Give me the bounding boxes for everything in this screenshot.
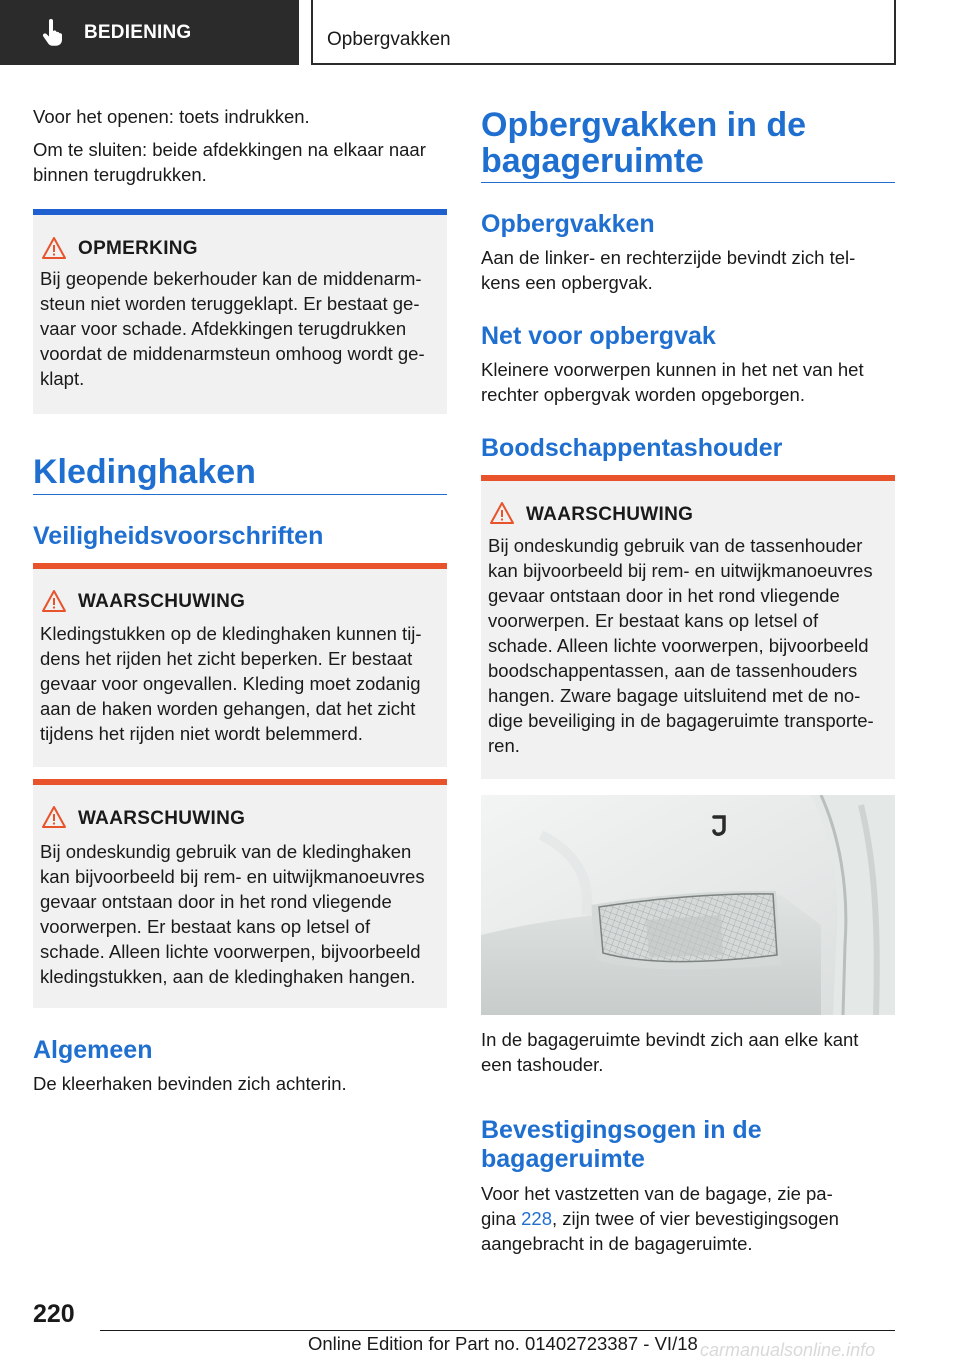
heading-rule xyxy=(33,494,447,495)
warning-bar xyxy=(481,475,895,481)
net-text-2: rechter opbergvak worden opgeborgen. xyxy=(481,384,805,405)
note-line: steun niet worden teruggeklapt. Er bestaat ge- xyxy=(40,293,420,314)
note-line: voordat de middenarmsteun omhoog wordt ge- xyxy=(40,343,425,364)
warning-line: Kledingstukken op de kledinghaken kunnen tij- xyxy=(40,623,422,644)
heading-opbergvakken: Opbergvakken xyxy=(481,210,655,238)
heading-bevestigingsogen-2: bagageruimte xyxy=(481,1145,645,1173)
warning-line: boodschappentassen, aan de tassenhouders xyxy=(488,660,858,681)
warning-line: schade. Alleen lichte voorwerpen, bijvoorbeeld xyxy=(488,635,869,656)
bevestigingsogen-text-2 xyxy=(481,1206,839,1232)
opbergvakken-text-2: kens een opbergvak. xyxy=(481,272,653,293)
note-line: klapt. xyxy=(40,368,85,389)
warning-bar xyxy=(33,779,447,785)
warning-line: dige beveiliging in de bagageruimte transporte- xyxy=(488,710,874,731)
warning-box-2 xyxy=(33,779,447,1008)
warning-bar xyxy=(33,563,447,569)
footer-rule xyxy=(100,1330,895,1331)
heading-boodschappentashouder: Boodschappentashouder xyxy=(481,434,783,462)
section-label: BEDIENING xyxy=(84,21,192,43)
warning-line: Bij ondeskundig gebruik van de tassenhouder xyxy=(488,535,863,556)
warning-triangle-icon xyxy=(41,589,67,613)
warning-line: gevaar ontstaan door in het rond vliegende xyxy=(488,585,840,606)
warning-line: gevaar voor ongevallen. Kleding moet zodanig xyxy=(40,673,421,694)
warning-line: kledingstukken, aan de kledinghaken hangen. xyxy=(40,966,416,987)
watermark: carmanualsonline.info xyxy=(700,1340,876,1360)
warning-title: WAARSCHUWING xyxy=(78,591,246,612)
warning-line: voorwerpen. Er bestaat kans op letsel of xyxy=(40,916,371,937)
bevestigingsogen-text-1: Voor het vastzetten van de bagage, zie pa- xyxy=(481,1183,833,1204)
warning-triangle-icon xyxy=(41,236,67,260)
edition-text: Online Edition for Part no. 01402723387 - VI/18 xyxy=(308,1333,698,1354)
page-number: 220 xyxy=(33,1300,75,1328)
heading-net-voor-opbergvak: Net voor opbergvak xyxy=(481,322,716,350)
heading-opbergvakken-line1: Opbergvakken in de xyxy=(481,106,806,144)
general-text: De kleerhaken bevinden zich achterin. xyxy=(33,1073,347,1094)
text-fragment: gina xyxy=(481,1208,522,1229)
warning-line: voorwerpen. Er bestaat kans op letsel of xyxy=(488,610,819,631)
warning-line: kan bijvoorbeeld bij rem- en uitwijkmanoeuvres xyxy=(40,866,425,887)
note-title: OPMERKING xyxy=(78,238,198,259)
intro-open: Voor het openen: toets indrukken. xyxy=(33,106,310,127)
warning-body xyxy=(488,533,889,758)
section-tab xyxy=(0,0,299,65)
note-line: vaar voor schade. Afdekkingen terugdrukken xyxy=(40,318,407,339)
warning-line: ren. xyxy=(488,735,520,756)
warning-line: kan bijvoorbeeld bij rem- en uitwijkmanoeuvres xyxy=(488,560,873,581)
heading-veiligheidsvoorschriften: Veiligheidsvoorschriften xyxy=(33,522,324,550)
page-link-228[interactable]: 228 xyxy=(521,1208,552,1229)
chapter-header xyxy=(311,0,896,65)
chapter-title: Opbergvakken xyxy=(327,29,451,50)
warning-body xyxy=(40,621,441,746)
heading-bevestigingsogen-1: Bevestigingsogen in de xyxy=(481,1116,762,1144)
warning-line: hangen. Zware bagage uitsluitend met de no- xyxy=(488,685,861,706)
heading-kledinghaken: Kledinghaken xyxy=(33,453,256,491)
text-fragment: , zijn twee of vier bevestigingsogen xyxy=(552,1208,839,1229)
warning-box-3 xyxy=(481,475,895,779)
heading-algemeen: Algemeen xyxy=(33,1036,153,1064)
warning-line: tijdens het rijden niet wordt belemmerd. xyxy=(40,723,363,744)
warning-line: aan de haken worden gehangen, dat het zicht xyxy=(40,698,416,719)
warning-title: WAARSCHUWING xyxy=(526,504,694,525)
intro-close-1: Om te sluiten: beide afdekkingen na elkaar naar xyxy=(33,139,426,160)
warning-line: schade. Alleen lichte voorwerpen, bijvoorbeeld xyxy=(40,941,421,962)
warning-line: gevaar ontstaan door in het rond vliegende xyxy=(40,891,392,912)
intro-close-2: binnen terugdrukken. xyxy=(33,164,207,185)
note-bar xyxy=(33,209,447,215)
warning-body xyxy=(40,839,441,989)
note-line: Bij geopende bekerhouder kan de middenarm- xyxy=(40,268,422,289)
warning-box-1 xyxy=(33,563,447,767)
note-body xyxy=(40,266,441,391)
bevestigingsogen-text-3: aangebracht in de bagageruimte. xyxy=(481,1233,753,1254)
warning-line: dens het rijden het zicht beperken. Er bestaat xyxy=(40,648,413,669)
photo-caption-1: In de bagageruimte bevindt zich aan elke kant xyxy=(481,1029,859,1050)
warning-triangle-icon xyxy=(41,805,67,829)
photo-caption-2: een tashouder. xyxy=(481,1054,604,1075)
trunk-photo xyxy=(481,795,895,1015)
warning-line: Bij ondeskundig gebruik van de kledinghaken xyxy=(40,841,412,862)
opbergvakken-text-1: Aan de linker- en rechterzijde bevindt zich tel- xyxy=(481,247,856,268)
heading-rule xyxy=(481,182,895,183)
note-box xyxy=(33,209,447,414)
net-text-1: Kleinere voorwerpen kunnen in het net van het xyxy=(481,359,864,380)
hand-pointer-icon xyxy=(38,18,68,48)
warning-triangle-icon xyxy=(489,501,515,525)
warning-title: WAARSCHUWING xyxy=(78,808,246,829)
heading-opbergvakken-line2: bagageruimte xyxy=(481,142,704,180)
